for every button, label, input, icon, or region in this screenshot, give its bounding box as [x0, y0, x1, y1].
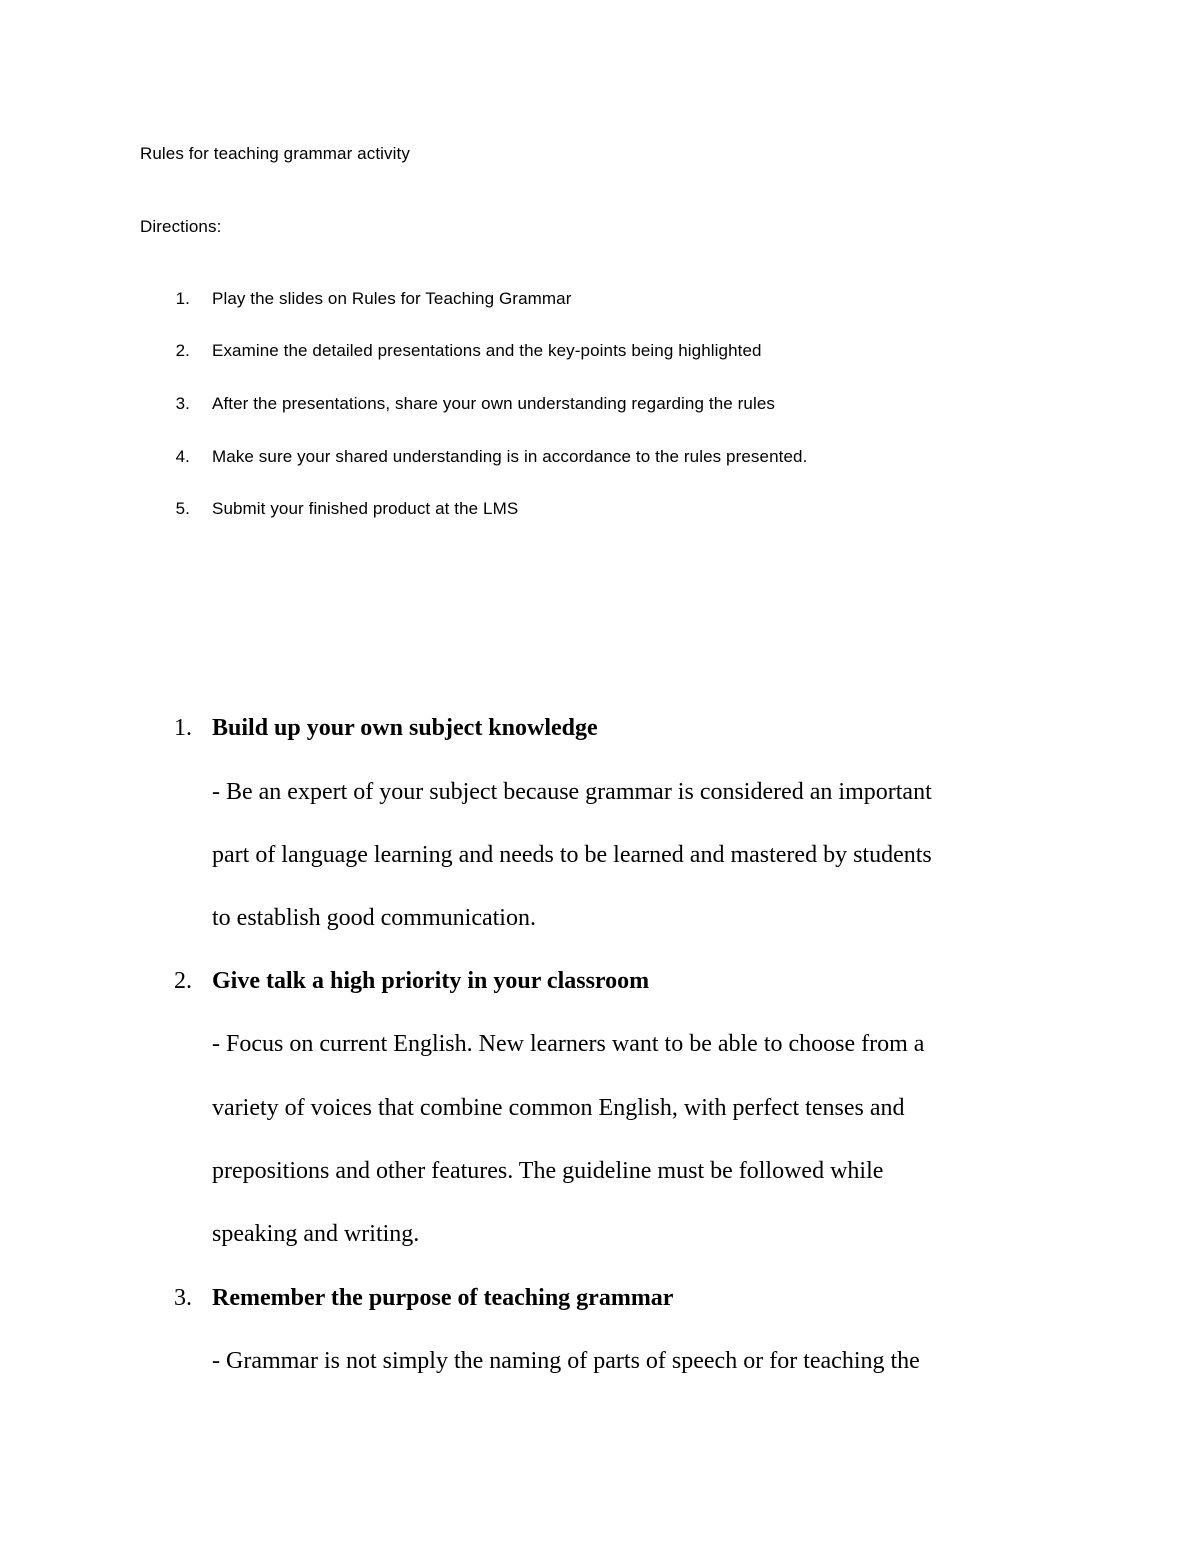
direction-number: 3.	[175, 394, 190, 413]
rule-heading: Give talk a high priority in your classroom	[212, 968, 650, 994]
direction-text: Examine the detailed presentations and the key-points being highlighted	[212, 341, 762, 360]
direction-text: After the presentations, share your own understanding regarding the rules	[212, 394, 775, 413]
rule-body-line: - Focus on current English. New learners want to be able to choose from a	[212, 1031, 925, 1057]
direction-number: 4.	[175, 447, 190, 466]
rule-body-line: - Grammar is not simply the naming of parts of speech or for teaching the	[212, 1348, 920, 1374]
direction-text: Submit your finished product at the LMS	[212, 499, 519, 518]
rule-body-line: prepositions and other features. The guideline must be followed while	[212, 1158, 884, 1184]
direction-text: Play the slides on Rules for Teaching Grammar	[212, 289, 572, 308]
rule-body-line: variety of voices that combine common English, with perfect tenses and	[212, 1095, 905, 1121]
direction-number: 1.	[175, 289, 190, 308]
rule-body-line: - Be an expert of your subject because grammar is considered an important	[212, 779, 932, 805]
rule-number: 3.	[174, 1285, 192, 1311]
rule-body-line: speaking and writing.	[212, 1221, 420, 1247]
document-title: Rules for teaching grammar activity	[140, 144, 410, 163]
direction-number: 2.	[175, 341, 190, 360]
rule-number: 2.	[174, 968, 192, 994]
rule-heading: Build up your own subject knowledge	[212, 715, 598, 741]
direction-number: 5.	[175, 499, 190, 518]
direction-text: Make sure your shared understanding is in accordance to the rules presented.	[212, 447, 808, 466]
rule-body-line: part of language learning and needs to be learned and mastered by students	[212, 842, 932, 868]
directions-label: Directions:	[140, 217, 222, 236]
rule-heading: Remember the purpose of teaching grammar	[212, 1285, 674, 1311]
rule-number: 1.	[174, 715, 192, 741]
rule-body-line: to establish good communication.	[212, 905, 536, 931]
